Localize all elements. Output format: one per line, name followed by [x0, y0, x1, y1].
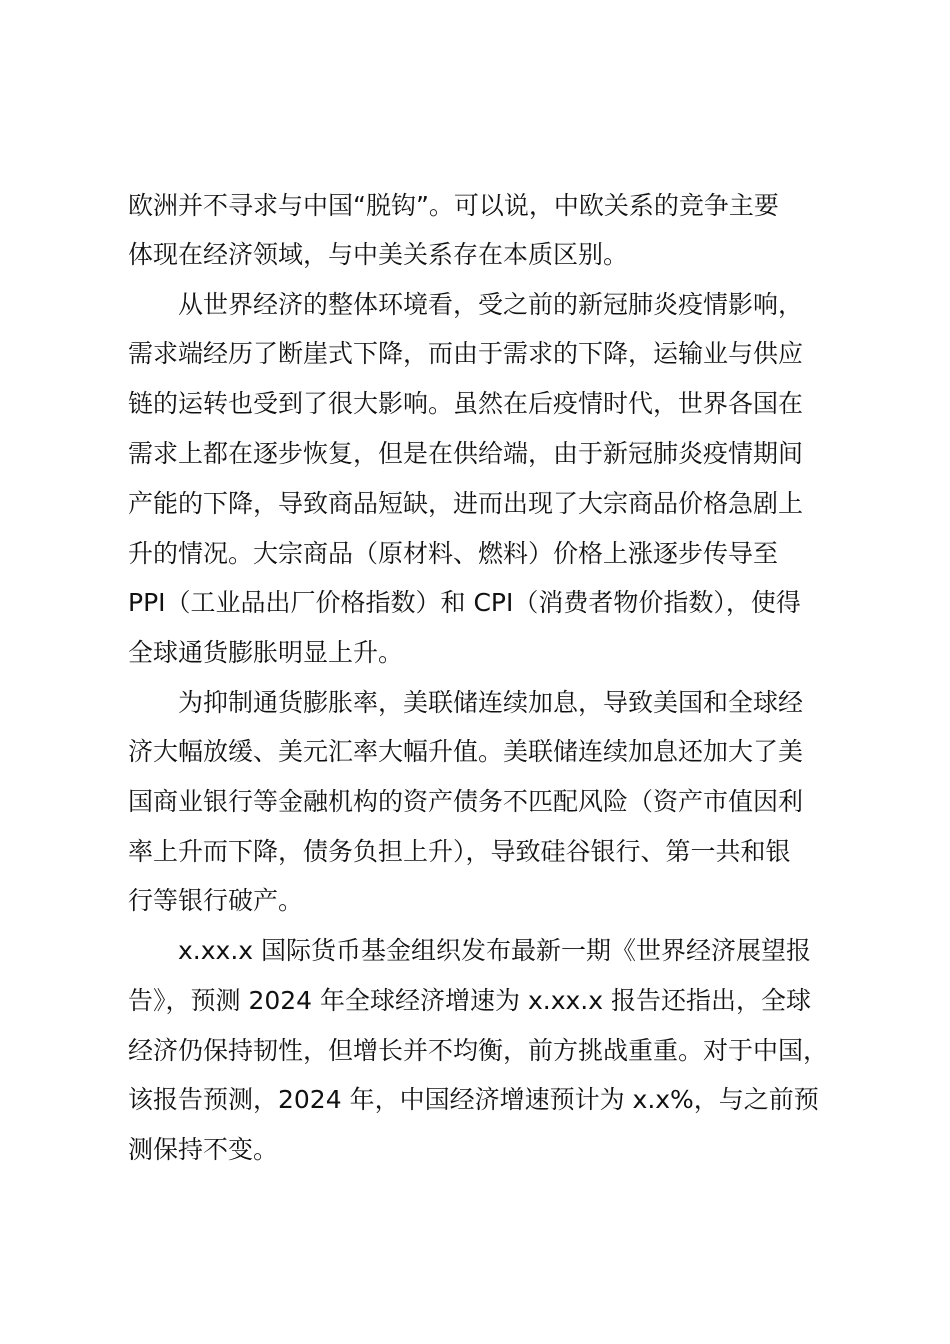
- paragraph-4-line-3: 经济仍保持韧性，但增长并不均衡，前方挑战重重。对于中国，: [128, 1036, 829, 1065]
- paragraph-3-line-4: 率上升而下降，债务负担上升），导致硅谷银行、第一共和银: [128, 837, 791, 866]
- paragraph-2-line-8: 全球通货膨胀明显上升。: [128, 638, 404, 667]
- paragraph-2-line-4: 需求上都在逐步恢复，但是在供给端，由于新冠肺炎疫情期间: [128, 439, 804, 468]
- paragraph-4-line-5: 测保持不变。: [128, 1135, 279, 1164]
- paragraph-3-line-1: 为抑制通货膨胀率，美联储连续加息，导致美国和全球经: [178, 688, 804, 717]
- paragraph-4-line-1: x.xx.x 国际货币基金组织发布最新一期《世界经济展望报: [178, 936, 812, 965]
- paragraph-1-line-1: 欧洲并不寻求与中国“脱钩”。可以说，中欧关系的竞争主要: [128, 191, 779, 220]
- paragraph-2-line-6: 升的情况。大宗商品（原材料、燃料）价格上涨逐步传导至: [128, 539, 779, 568]
- paragraph-1-line-2: 体现在经济领域，与中美关系存在本质区别。: [128, 240, 629, 269]
- paragraph-2-line-1: 从世界经济的整体环境看，受之前的新冠肺炎疫情影响，: [178, 290, 804, 319]
- paragraph-2-line-3: 链的运转也受到了很大影响。虽然在后疫情时代，世界各国在: [128, 389, 804, 418]
- paragraph-3-line-2: 济大幅放缓、美元汇率大幅升值。美联储连续加息还加大了美: [128, 737, 804, 766]
- paragraph-2-line-2: 需求端经历了断崖式下降，而由于需求的下降，运输业与供应: [128, 339, 804, 368]
- paragraph-3-line-3: 国商业银行等金融机构的资产债务不匹配风险（资产市值因利: [128, 787, 804, 816]
- paragraph-2-line-7: PPI（工业品出厂价格指数）和 CPI（消费者物价指数），使得: [128, 588, 801, 617]
- paragraph-2-line-5: 产能的下降，导致商品短缺，进而出现了大宗商品价格急剧上: [128, 489, 804, 518]
- paragraph-4-line-4: 该报告预测，2024 年，中国经济增速预计为 x.x%，与之前预: [128, 1085, 819, 1114]
- paragraph-3-line-5: 行等银行破产。: [128, 886, 304, 915]
- paragraph-4-line-2: 告》，预测 2024 年全球经济增速为 x.xx.x 报告还指出，全球: [128, 986, 811, 1015]
